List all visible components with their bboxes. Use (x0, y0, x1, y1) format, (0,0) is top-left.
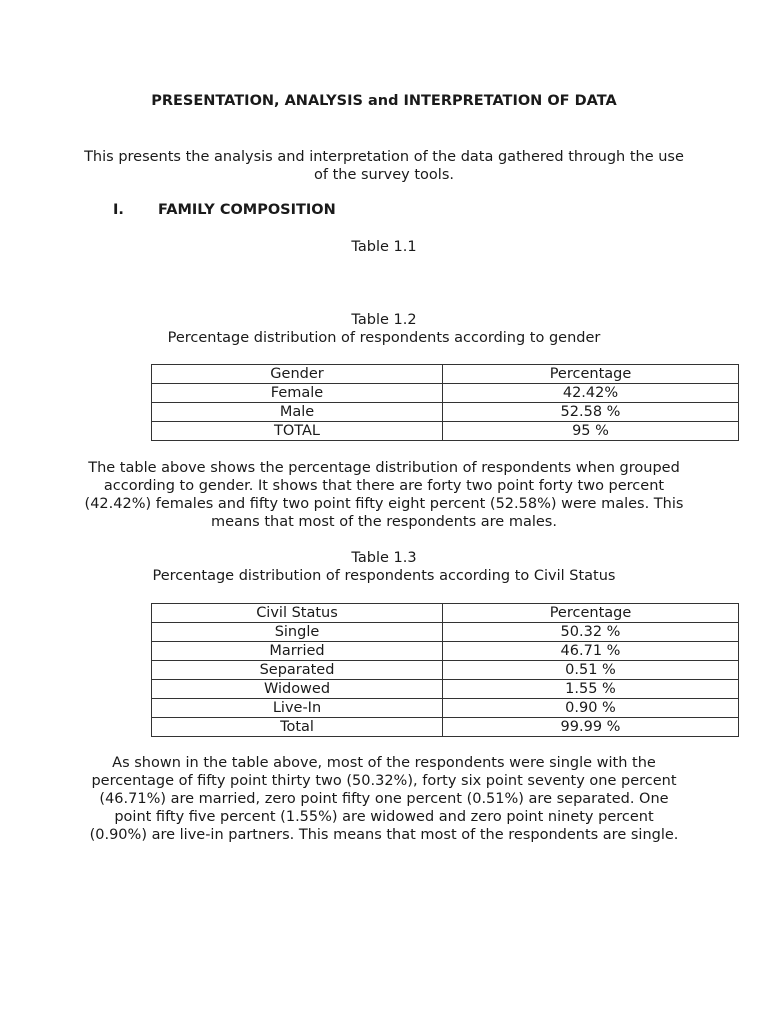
table-1-3-title: Percentage distribution of respondents according to Civil Status (152, 568, 616, 584)
section-heading (113, 202, 336, 218)
table-cell: 0.51 % (443, 661, 739, 680)
table-1-2-title: Percentage distribution of respondents according to gender (167, 330, 601, 346)
table-cell: Female (152, 384, 443, 403)
header-cell: Civil Status (152, 604, 443, 623)
table-1-2-caption (0, 311, 768, 347)
table-cell: 95 % (443, 422, 739, 441)
table-row (152, 661, 739, 680)
header-cell: Gender (152, 365, 443, 384)
table-cell: 42.42% (443, 384, 739, 403)
table-cell: Widowed (152, 680, 443, 699)
header-cell: Percentage (443, 604, 739, 623)
table-row (152, 403, 739, 422)
table-row (152, 384, 739, 403)
section-title: FAMILY COMPOSITION (158, 202, 336, 218)
gender-analysis-paragraph: The table above shows the percentage distribution of respondents when grouped according to gender. It shows that there are forty two point forty two percent (42.42%) females and fifty two point fifty eight percent (52.58%) were males. This means that most of the respondents are males. (84, 460, 684, 530)
table-cell: 99.99 % (443, 718, 739, 737)
header-cell: Percentage (443, 365, 739, 384)
page-title: PRESENTATION, ANALYSIS and INTERPRETATION OF DATA (151, 93, 617, 109)
table-cell: Male (152, 403, 443, 422)
table-cell: TOTAL (152, 422, 443, 441)
table-cell: 0.90 % (443, 699, 739, 718)
table-row (152, 623, 739, 642)
table-row (152, 642, 739, 661)
table-cell: Married (152, 642, 443, 661)
table-row (152, 718, 739, 737)
table-1-3-caption (0, 549, 768, 585)
civil-status-analysis-paragraph: As shown in the table above, most of the respondents were single with the percentage of fifty point thirty two (50.32%), forty six point seventy one percent (46.71%) are married, zero point fifty one percent (0.51%) are separated. One point fifty five percent (1.55%) are widowed and zero point ninety percent (0.90%) are live-in partners. This means that most of the respondents are single. (89, 755, 679, 843)
table-cell: Separated (152, 661, 443, 680)
table-row (152, 422, 739, 441)
intro-paragraph: This presents the analysis and interpretation of the data gathered through the use of the survey tools. (84, 149, 684, 183)
table-cell: Live-In (152, 699, 443, 718)
table-1-1-label: Table 1.1 (351, 239, 417, 255)
section-number: I. (113, 202, 124, 218)
table-cell: Single (152, 623, 443, 642)
table-header-row (152, 604, 739, 623)
table-cell: 50.32 % (443, 623, 739, 642)
table-cell: 46.71 % (443, 642, 739, 661)
table-1-2-label: Table 1.2 (351, 312, 417, 328)
table-cell: 52.58 % (443, 403, 739, 422)
civil-status-table (151, 603, 739, 737)
gender-table (151, 364, 739, 441)
table-header-row (152, 365, 739, 384)
table-cell: Total (152, 718, 443, 737)
table-row (152, 680, 739, 699)
table-row (152, 699, 739, 718)
table-cell: 1.55 % (443, 680, 739, 699)
table-1-3-label: Table 1.3 (351, 550, 417, 566)
